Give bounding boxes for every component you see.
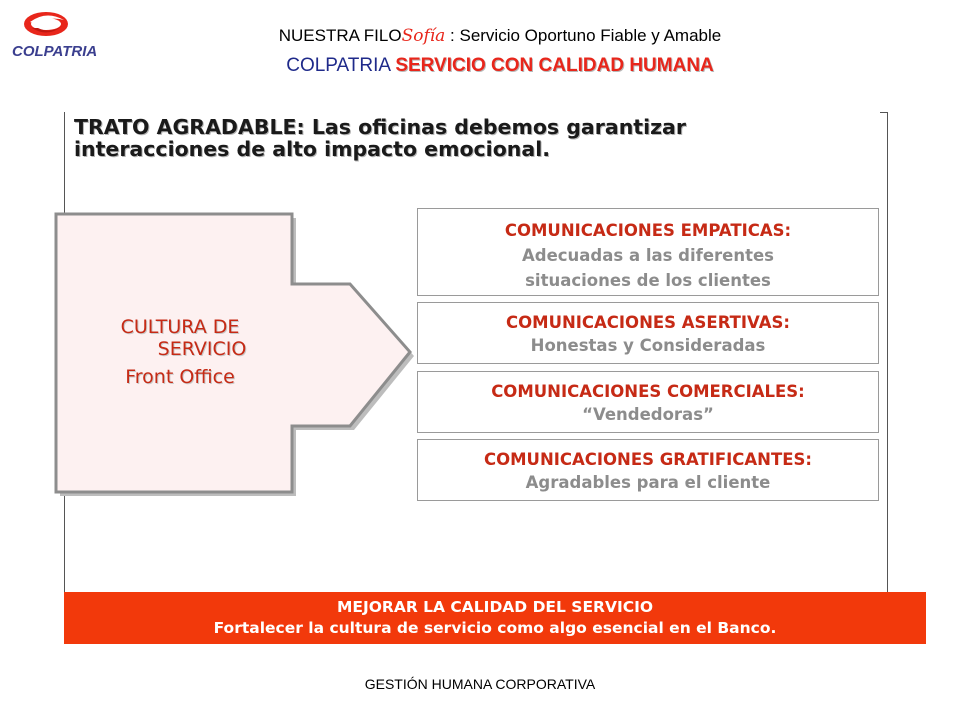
header-prefix: NUESTRA FILO xyxy=(278,26,402,45)
box-title: COMUNICACIONES EMPATICAS: xyxy=(504,221,792,240)
box-desc: situaciones de los clientes xyxy=(525,271,771,290)
arrow-line1: CULTURA DE xyxy=(120,316,240,338)
logo-text: COLPATRIA xyxy=(12,43,98,60)
box-asertivas xyxy=(417,302,879,364)
box-title: COMUNICACIONES GRATIFICANTES: xyxy=(483,450,812,469)
arrow-culture-label xyxy=(80,316,280,360)
header-suffix: : Servicio Oportuno Fiable y Amable xyxy=(445,26,722,45)
header-tagline xyxy=(130,55,870,77)
frame-right-border xyxy=(887,112,888,592)
box-title: COMUNICACIONES ASERTIVAS: xyxy=(506,313,790,332)
improvement-banner xyxy=(64,592,926,644)
box-gratificantes xyxy=(417,439,879,501)
header-quality: SERVICIO CON CALIDAD HUMANA xyxy=(395,55,714,76)
box-empaticas xyxy=(417,208,879,296)
colpatria-swirl-logo-icon xyxy=(10,8,120,46)
frame-top-tick xyxy=(880,112,888,113)
box-title: COMUNICACIONES COMERCIALES: xyxy=(491,382,805,401)
box-desc: Adecuadas a las diferentes xyxy=(522,246,774,265)
box-desc: “Vendedoras” xyxy=(582,405,714,424)
header-philosophy xyxy=(130,26,870,46)
header-brand: COLPATRIA xyxy=(286,55,396,76)
section-title xyxy=(74,116,874,160)
box-comerciales xyxy=(417,371,879,433)
box-desc: Agradables para el cliente xyxy=(525,473,771,492)
box-desc: Honestas y Consideradas xyxy=(530,336,766,355)
colpatria-logo xyxy=(10,8,120,58)
section-title-line1: TRATO AGRADABLE: Las oficinas debemos garantizar xyxy=(74,115,686,139)
footer-department: GESTIÓN HUMANA CORPORATIVA xyxy=(364,676,596,692)
banner-line1: MEJORAR LA CALIDAD DEL SERVICIO xyxy=(336,598,654,616)
banner-line2: Fortalecer la cultura de servicio como algo esencial en el Banco. xyxy=(213,619,777,637)
section-title-line2: interacciones de alto impacto emocional. xyxy=(74,137,551,161)
arrow-front-office: Front Office xyxy=(125,366,235,388)
header-sofia: Sofía xyxy=(401,26,446,46)
arrow-line2: SERVICIO xyxy=(157,338,247,360)
